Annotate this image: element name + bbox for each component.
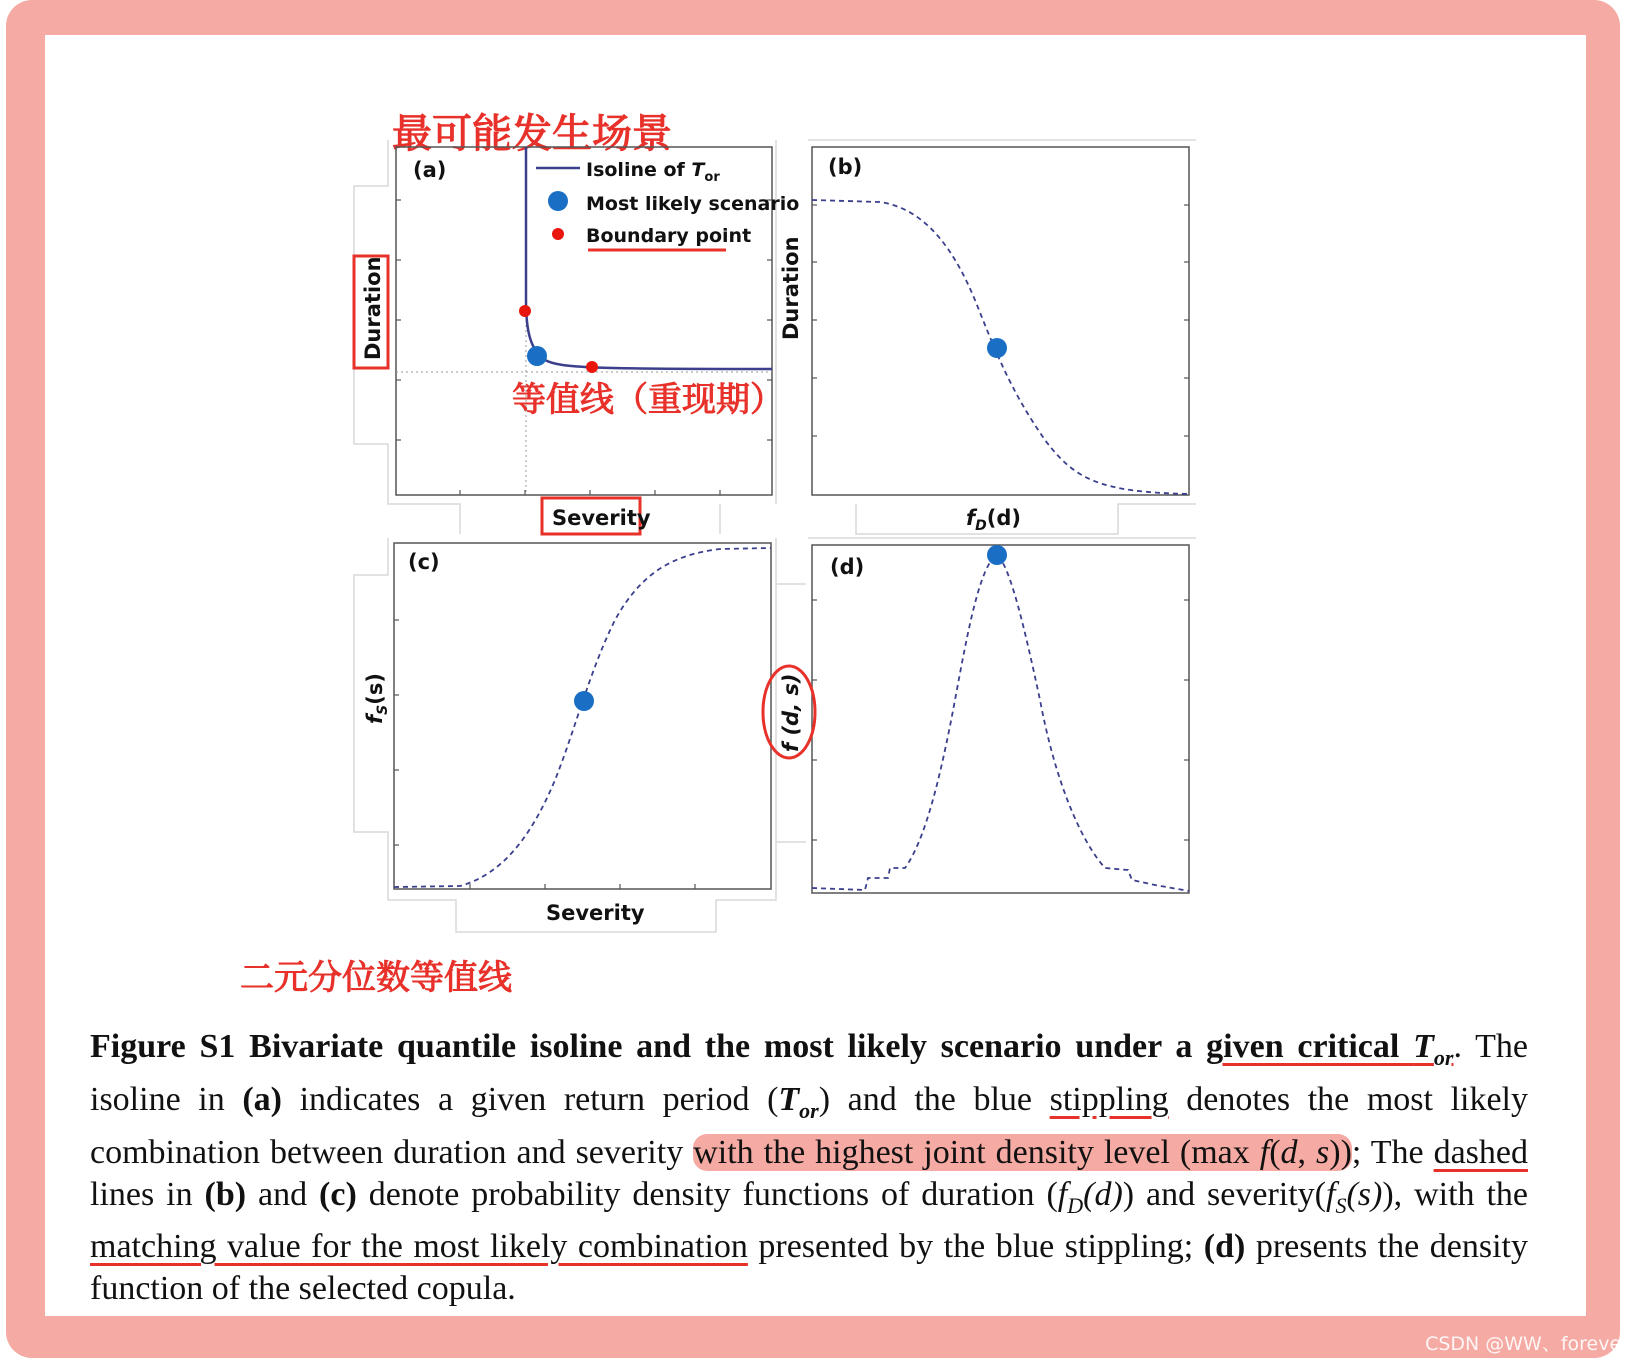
legend-isoline-label: Isoline of $T_{or}$ xyxy=(586,159,720,185)
figure-caption: Figure S1 Bivariate quantile isoline and the most likely scenario under a given critical $T_{or}$. The isoline in (a) indicates a given return period $(T_{or})$ and the blue stippling denotes the most likely combination between duration and severity with the highest joint density level (max f(d, s)); The dashed lines in (b) and (c) denote probability density functions of duration $(f_D(d))$ and $severity(f_S(s))$, with the matching value for the most likely combination presented by the blue stippling; (d) presents the density function of the selected copula. xyxy=(90,1028,1529,1308)
panel-d-axes xyxy=(812,545,1189,893)
caption-matching-value: matching value for the most likely combination xyxy=(90,1228,748,1266)
ylabel-c: $f_S(s)$ xyxy=(363,673,391,724)
xlabel-b: $f_D(d)$ xyxy=(966,506,1021,534)
annotation-bivariate-quantile-isoline: 二元分位数等值线 xyxy=(240,958,512,998)
watermark: CSDN @WW、forever xyxy=(1425,1333,1629,1355)
caption-title: Figure S1 Bivariate quantile isoline and the most likely scenario under a given critical $T_{or}$ xyxy=(90,1028,1454,1070)
panel-c-label: (c) xyxy=(408,550,440,574)
xlabel-c: Severity xyxy=(546,901,645,925)
legend-most-likely-label: Most likely scenario xyxy=(586,193,800,215)
annotation-most-likely-scene: 最可能发生场景 xyxy=(392,111,672,157)
xlabel-a: Severity xyxy=(552,506,651,530)
panel-b-label: (b) xyxy=(828,155,863,179)
annotation-isoline-return-period: 等值线（重现期） xyxy=(512,380,784,420)
most-likely-point-d xyxy=(987,545,1007,565)
caption-stippling: stippling xyxy=(1049,1080,1169,1118)
ylabel-d: f (d, s) xyxy=(779,673,803,752)
ylabel-b: Duration xyxy=(779,236,803,340)
ylabel-a: Duration xyxy=(361,256,385,360)
joint-density-dashed-curve xyxy=(812,555,1189,891)
legend-boundary-label: Boundary point xyxy=(586,225,752,247)
caption-highlight: with the highest joint density level (max f(d, s)) xyxy=(693,1133,1352,1171)
caption-dashed: dashed xyxy=(1433,1133,1529,1171)
caption-given-critical: given critical $T_{or}$ xyxy=(1206,1028,1454,1070)
panel-a-label: (a) xyxy=(413,158,447,182)
panel-d-label: (d) xyxy=(830,555,865,579)
